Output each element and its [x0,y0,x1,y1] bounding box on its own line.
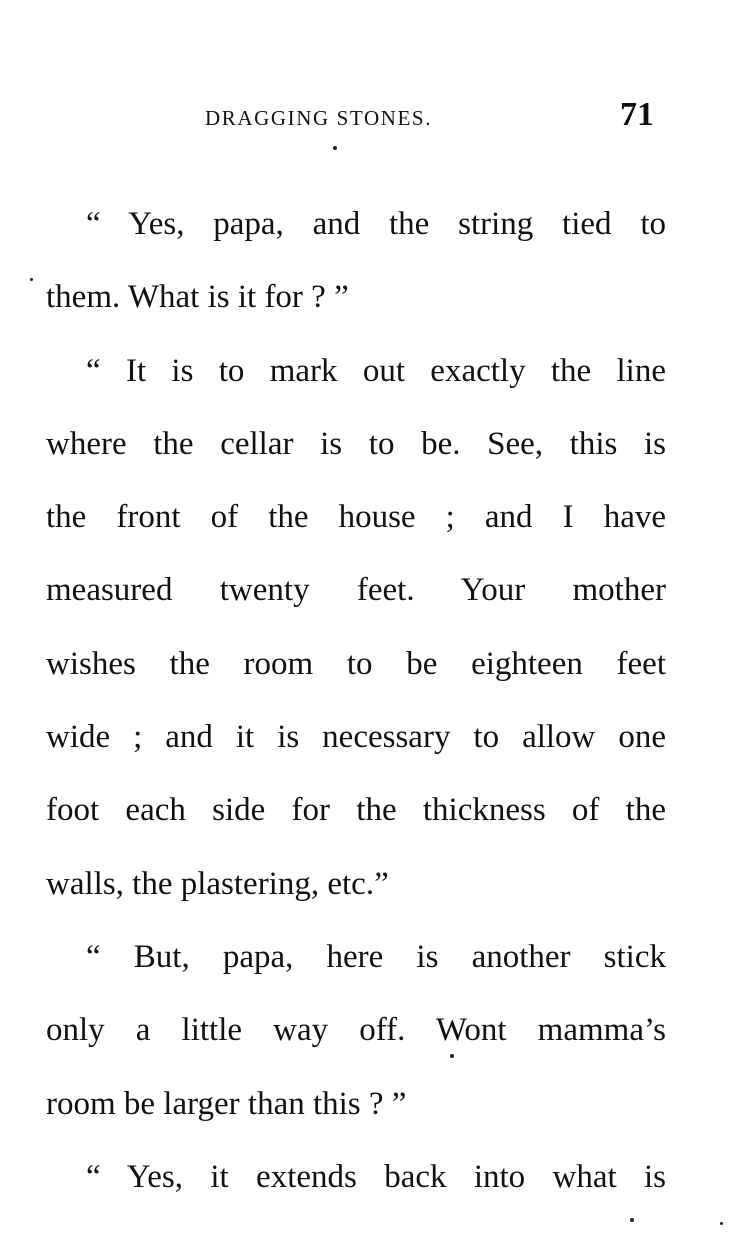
text-line: “ But, papa, here is another stick [86,938,666,975]
text-line: where the cellar is to be. See, this is [46,425,666,462]
text-line: room be larger than this ? ” [46,1085,407,1122]
body-text [46,188,666,1214]
text-line: “ Yes, papa, and the string tied to [86,206,666,242]
text-line: “ It is to mark out exactly the line [86,352,666,389]
print-speck [333,146,337,150]
print-speck [30,278,33,281]
text-line: the front of the house ; and I have [46,499,666,536]
running-head [0,96,747,136]
print-speck [450,1054,454,1058]
page-number: 71 [620,96,654,133]
print-speck [630,1218,634,1222]
text-line: only a little way off. Wont mamma’s [46,1012,666,1049]
text-line: wide ; and it is necessary to allow one [46,719,666,756]
running-title: DRAGGING STONES. [205,106,433,130]
text-line: foot each side for the thickness of the [46,792,666,829]
text-line: measured twenty feet. Your mother [46,572,666,609]
text-line: them. What is it for ? ” [46,279,349,316]
print-speck [720,1222,723,1225]
text-line: wishes the room to be eighteen feet [46,645,666,682]
text-line: walls, the plastering, etc.” [46,865,389,902]
text-line: “ Yes, it extends back into what is [86,1158,666,1195]
